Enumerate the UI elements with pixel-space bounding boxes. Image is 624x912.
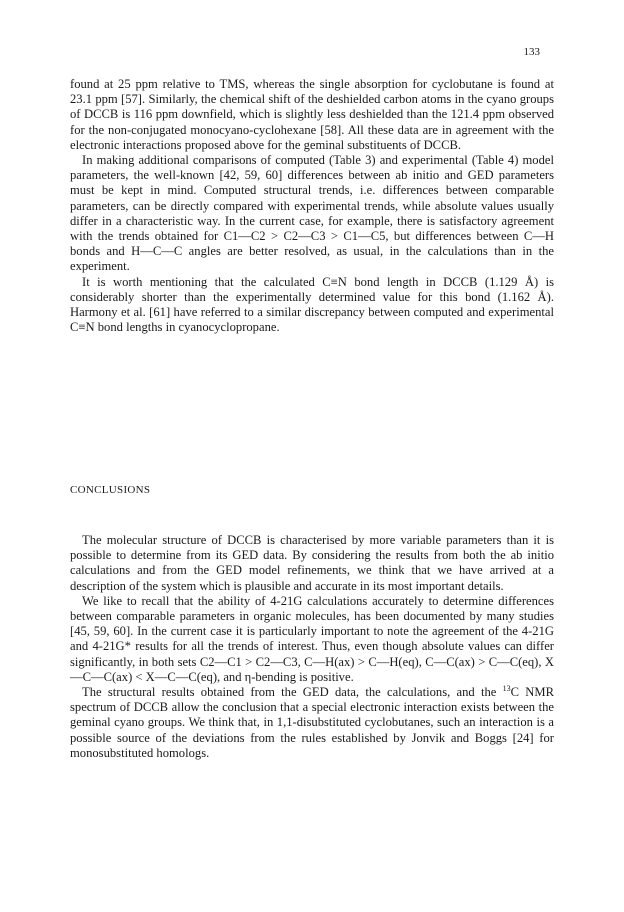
superscript-isotope: 13	[502, 683, 511, 693]
paragraph	[70, 685, 554, 761]
page-number: 133	[523, 46, 540, 58]
section-heading-conclusions: CONCLUSIONS	[70, 484, 151, 496]
paragraph-text: The structural results obtained from the GED data, the calculations, and the	[82, 685, 503, 700]
paragraph: We like to recall that the ability of 4-21G calculations accurately to determine differences between comparable parameters in organic molecules, has been documented by many studies [45, 59, 60]. In the current case it is particularly important to note the agreement of the 4-21G and 4-21G* results for all the trends of interest. Thus, even though absolute values can differ significantly, in both sets C2—C1 > C2—C3, C—H(ax) > C—H(eq), C—C(ax) > C—C(eq), X—C—C(ax) < X—C—C(eq), and η-bending is positive.	[70, 593, 554, 684]
paragraph: It is worth mentioning that the calculated C≡N bond length in DCCB (1.129 Å) is considerably shorter than the experimentally determined value for this bond (1.162 Å). Harmony et al. [61] have referred to a similar discrepancy between computed and experimental C≡N bond lengths in cyanocyclopropane.	[70, 274, 554, 335]
body-text-conclusions	[70, 533, 554, 761]
body-text-top	[70, 77, 554, 335]
paragraph: In making additional comparisons of computed (Table 3) and experimental (Table 4) model parameters, the well-known [42, 59, 60] differences between ab initio and GED parameters must be kept in mind. Computed structural trends, i.e. differences between comparable parameters, can be directly compared with experimental trends, while absolute values usually differ in a characteristic way. In the current case, for example, there is satisfactory agreement with the trends obtained for C1—C2 > C2—C3 > C1—C5, but differences between C—H bonds and H—C—C angles are better resolved, as usual, in the calculations than in the experiment.	[70, 153, 554, 274]
paragraph: The molecular structure of DCCB is characterised by more variable parameters than it is possible to determine from its GED data. By considering the results from both the ab initio calculations and from the GED model refinements, we think that we have arrived at a description of the system which is plausible and accurate in its most important details.	[70, 533, 554, 593]
paragraph-text: C NMR spectrum of DCCB allow the conclusion that a special electronic interaction exists between the geminal cyano groups. We think that, in 1,1-disubstituted cyclobutanes, such an interaction is a possible source of the deviations from the rules established by Jonvik and Boggs [24] for monosubstituted homologs.	[70, 685, 554, 760]
paragraph: found at 25 ppm relative to TMS, whereas the single absorption for cyclobutane is found at 23.1 ppm [57]. Similarly, the chemical shift of the deshielded carbon atoms in the cyano groups of DCCB is 116 ppm downfield, which is slightly less deshielded than the 121.4 ppm observed for the non-conjugated monocyano-cyclohexane [58]. All these data are in agreement with the electronic interactions proposed above for the geminal substituents of DCCB.	[70, 77, 554, 152]
